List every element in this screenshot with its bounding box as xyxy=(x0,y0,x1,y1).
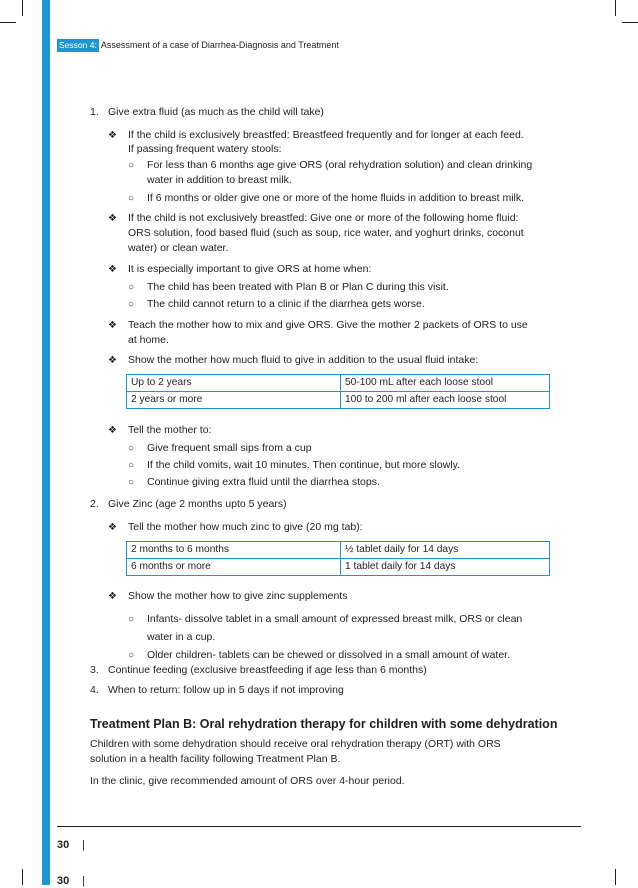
session-badge: Sesson 4: xyxy=(59,40,97,50)
diamond-bullet-icon: ❖ xyxy=(108,130,117,141)
circle-bullet-icon: ○ xyxy=(128,477,135,488)
bullet-text: Tell the mother how much zinc to give (20 mg tab): xyxy=(128,521,363,533)
diamond-bullet-icon: ❖ xyxy=(108,425,117,436)
circle-bullet-icon: ○ xyxy=(128,443,135,454)
diamond-bullet-icon: ❖ xyxy=(108,522,117,533)
sub-bullet-text: For less than 6 months age give ORS (oral rehydration solution) and clean drinking xyxy=(147,159,533,171)
circle-bullet-icon: ○ xyxy=(128,460,135,471)
fluid-table xyxy=(126,374,550,409)
diamond-bullet-icon: ❖ xyxy=(108,264,117,275)
bullet-text: Tell the mother to: xyxy=(128,424,212,436)
list-number: 2. xyxy=(90,498,99,510)
list-number: 1. xyxy=(90,106,99,118)
bullet-text: If the child is exclusively breastfed: Breastfeed frequently and for longer at each feed. xyxy=(128,129,524,141)
circle-bullet-icon: ○ xyxy=(128,282,135,293)
bullet-text: water) or clean water. xyxy=(128,242,229,254)
list-number: 3. xyxy=(90,664,99,676)
table-cell: 50-100 mL after each loose stool xyxy=(341,375,550,392)
section-heading: Treatment Plan B: Oral rehydration therapy for children with some dehydration xyxy=(90,717,558,731)
table-row xyxy=(127,375,550,392)
table-cell: 2 years or more xyxy=(127,392,341,409)
bullet-text: If passing frequent watery stools: xyxy=(128,143,282,155)
sub-bullet-text: Infants- dissolve tablet in a small amount of expressed breast milk, ORS or clean xyxy=(147,613,523,625)
sub-bullet-text: Continue giving extra fluid until the diarrhea stops. xyxy=(147,476,380,488)
zinc-table xyxy=(126,541,550,576)
page-separator: | xyxy=(82,839,85,851)
table-cell: Up to 2 years xyxy=(127,375,341,392)
circle-bullet-icon: ○ xyxy=(128,650,135,661)
circle-bullet-icon: ○ xyxy=(128,193,135,204)
sub-bullet-text: Older children- tablets can be chewed or dissolved in a small amount of water. xyxy=(147,649,511,661)
table-row xyxy=(127,542,550,559)
header-title: Assessment of a case of Diarrhea-Diagnosis and Treatment xyxy=(100,40,339,50)
page-separator-ghost: | xyxy=(82,875,85,887)
crop-mark xyxy=(622,22,638,23)
table-cell: 2 months to 6 months xyxy=(127,542,341,559)
diamond-bullet-icon: ❖ xyxy=(108,591,117,602)
circle-bullet-icon: ○ xyxy=(128,299,135,310)
bullet-text: ORS solution, food based fluid (such as soup, rice water, and yoghurt drinks, coconut xyxy=(128,227,524,239)
side-color-bar xyxy=(42,0,50,885)
bullet-text: It is especially important to give ORS at home when: xyxy=(128,263,372,275)
table-cell: 1 tablet daily for 14 days xyxy=(341,559,550,576)
page-number: 30 xyxy=(57,839,70,851)
paragraph-text: Children with some dehydration should receive oral rehydration therapy (ORT) with ORS xyxy=(90,738,501,750)
crop-mark xyxy=(0,22,16,23)
sub-bullet-text: water in a cup. xyxy=(147,631,216,643)
table-row xyxy=(127,392,550,409)
diamond-bullet-icon: ❖ xyxy=(108,213,117,224)
sub-bullet-text: The child has been treated with Plan B or Plan C during this visit. xyxy=(147,281,449,293)
table-row xyxy=(127,559,550,576)
list-item-text: Continue feeding (exclusive breastfeeding if age less than 6 months) xyxy=(108,664,427,676)
sub-bullet-text: If 6 months or older give one or more of the home fluids in addition to breast milk. xyxy=(147,192,525,204)
bullet-text: at home. xyxy=(128,334,169,346)
sub-bullet-text: water in addition to breast milk. xyxy=(147,174,292,186)
crop-mark xyxy=(22,0,23,16)
footer-rule xyxy=(57,826,581,827)
list-item-text: When to return: follow up in 5 days if not improving xyxy=(108,684,344,696)
crop-mark xyxy=(615,0,616,16)
page-header xyxy=(57,39,339,52)
paragraph-text: solution in a health facility following Treatment Plan B. xyxy=(90,753,341,765)
bullet-text: Teach the mother how to mix and give ORS. Give the mother 2 packets of ORS to use xyxy=(128,319,528,331)
list-number: 4. xyxy=(90,684,99,696)
table-cell: 100 to 200 ml after each loose stool xyxy=(341,392,550,409)
list-item-text: Give Zinc (age 2 months upto 5 years) xyxy=(108,498,287,510)
diamond-bullet-icon: ❖ xyxy=(108,355,117,366)
bullet-text: If the child is not exclusively breastfed: Give one or more of the following home fluid: xyxy=(128,212,519,224)
circle-bullet-icon: ○ xyxy=(128,614,135,625)
sub-bullet-text: Give frequent small sips from a cup xyxy=(147,442,312,454)
bullet-text: Show the mother how to give zinc supplements xyxy=(128,590,348,602)
sub-bullet-text: If the child vomits, wait 10 minutes. Then continue, but more slowly. xyxy=(147,459,461,471)
table-cell: ½ tablet daily for 14 days xyxy=(341,542,550,559)
list-item-text: Give extra fluid (as much as the child will take) xyxy=(108,106,324,118)
sub-bullet-text: The child cannot return to a clinic if the diarrhea gets worse. xyxy=(147,298,425,310)
page-number-ghost: 30 xyxy=(57,875,70,887)
crop-mark xyxy=(615,869,616,885)
table-cell: 6 months or more xyxy=(127,559,341,576)
diamond-bullet-icon: ❖ xyxy=(108,320,117,331)
bullet-text: Show the mother how much fluid to give in addition to the usual fluid intake: xyxy=(128,354,479,366)
paragraph-text: In the clinic, give recommended amount of ORS over 4-hour period. xyxy=(90,775,405,787)
circle-bullet-icon: ○ xyxy=(128,160,135,171)
crop-mark xyxy=(22,869,23,885)
